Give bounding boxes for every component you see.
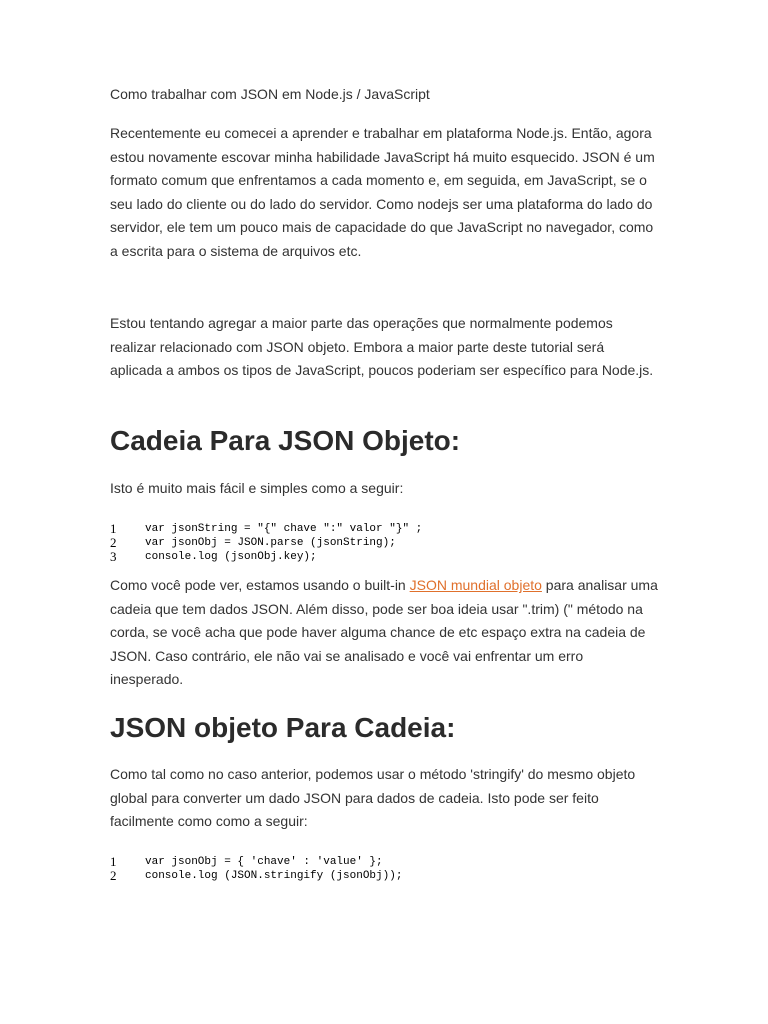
code-block-parse — [110, 522, 610, 564]
code-line — [110, 550, 610, 564]
code-text: console.log (jsonObj.key); — [145, 551, 317, 563]
line-number: 1 — [110, 521, 117, 536]
intro-paragraph-2: Estou tentando agregar a maior parte das operações que normalmente podemos realizar relacionado com JSON objeto. Embora a maior parte deste tutorial será aplicada a ambos os tipos de JavaScript, poucos poderiam ser específico para Node.js. — [110, 315, 654, 379]
explanation-text-end: para analisar uma cadeia que tem dados JSON. Além disso, pode ser boa ideia usar ".trim) (" método na corda, se você acha que pode haver alguma chance de etc espaço extra na cadeia de JSON. Caso contrário, ele não vai se analisado e você vai enfrentar um erro inesperado. — [110, 577, 658, 688]
section2-lead: Como tal como no caso anterior, podemos usar o método 'stringify' do mesmo objeto global para converter um dado JSON para dados de cadeia. Isto pode ser feito facilmente como como a seguir: — [110, 766, 636, 830]
line-number: 2 — [110, 868, 117, 883]
code-line — [110, 522, 610, 536]
line-number: 1 — [110, 854, 117, 869]
code-text: var jsonString = "{" chave ":" valor "}" ; — [145, 523, 423, 535]
line-number: 3 — [110, 549, 117, 564]
section1-explanation — [110, 574, 660, 692]
section-heading-string-to-object: Cadeia Para JSON Objeto: — [110, 425, 461, 456]
code-text: var jsonObj = { 'chave' : 'value' }; — [145, 856, 383, 868]
code-block-stringify — [110, 855, 610, 883]
code-line — [110, 869, 610, 883]
code-line — [110, 855, 610, 869]
code-text: var jsonObj = JSON.parse (jsonString); — [145, 537, 396, 549]
intro-paragraph-1: Recentemente eu comecei a aprender e trabalhar em plataforma Node.js. Então, agora estou novamente escovar minha habilidade JavaScript há muito esquecido. JSON é um formato comum que enfrentamos a cada momento e, em seguida, em JavaScript, se o seu lado do cliente ou do lado do servidor. Como nodejs ser uma plataforma do lado do servidor, ele tem um pouco mais de capacidade do que JavaScript no navegador, como a escrita para o sistema de arquivos etc. — [110, 125, 655, 259]
json-global-object-link[interactable]: JSON mundial objeto — [409, 577, 542, 593]
section-heading-object-to-string: JSON objeto Para Cadeia: — [110, 712, 456, 743]
code-line — [110, 536, 610, 550]
section1-lead: Isto é muito mais fácil e simples como a seguir: — [110, 480, 404, 496]
document-title: Como trabalhar com JSON em Node.js / JavaScript — [110, 86, 430, 102]
explanation-text-start: Como você pode ver, estamos usando o built-in — [110, 577, 410, 593]
code-text: console.log (JSON.stringify (jsonObj)); — [145, 870, 403, 882]
line-number: 2 — [110, 535, 117, 550]
